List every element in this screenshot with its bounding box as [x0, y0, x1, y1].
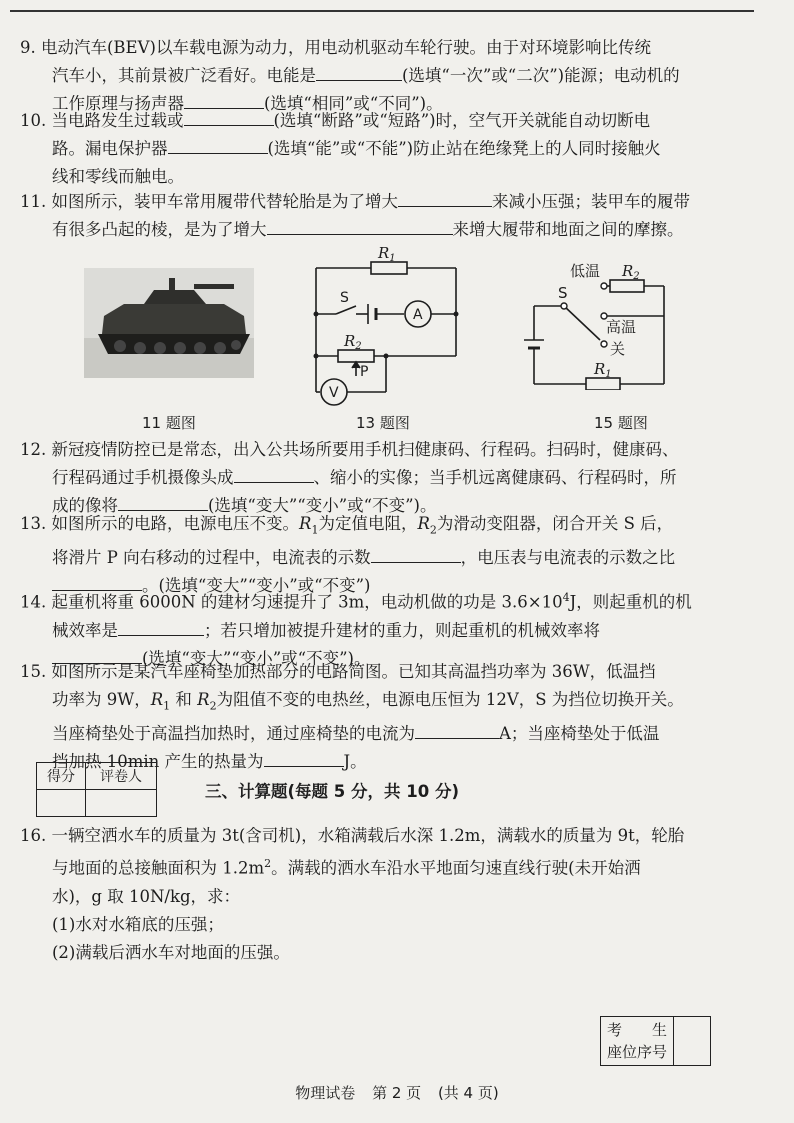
answer-blank[interactable] — [234, 464, 314, 483]
label-r1: $R_1$ — [378, 246, 396, 264]
seat-number-box — [600, 1016, 711, 1066]
label-off: 关 — [610, 340, 626, 358]
answer-blank[interactable] — [415, 720, 499, 739]
score-cell[interactable] — [37, 790, 86, 817]
score-table — [36, 762, 157, 817]
label-low-temp: 低温 — [570, 262, 601, 280]
caption-fig13: 13 题图 — [356, 414, 410, 432]
grader-label: 评卷人 — [86, 763, 157, 790]
armored-vehicle-image — [84, 268, 254, 378]
q10-line2: 路。漏电保护器 (选填“能”或“不能”)防止站在绝缘凳上的人同时接触火 — [20, 135, 754, 163]
answer-blank[interactable] — [398, 188, 492, 207]
q15-line4: 挡加热 10min 产生的热量为 J。 — [20, 748, 754, 776]
label-r2: $R_2$ — [344, 332, 362, 352]
q15-line1: 15. 如图所示是某汽车座椅垫加热部分的电路简图。已知其高温挡功率为 36W，低温挡 — [20, 662, 656, 681]
caption-fig15: 15 题图 — [594, 414, 648, 432]
q15-line3: 当座椅垫处于高温挡加热时，通过座椅垫的电流为 A；当座椅垫处于低温 — [20, 720, 754, 748]
label-high-temp: 高温 — [606, 318, 637, 336]
q14-line3: (选填“变大”“变小”或“不变”)。 — [20, 645, 754, 673]
label-r2: $R_2$ — [622, 262, 640, 282]
question-16 — [20, 822, 754, 967]
label-ammeter: A — [413, 307, 423, 323]
label-s: S — [558, 284, 568, 302]
seat-label: 考 生 座位序号 — [601, 1017, 674, 1066]
label-r1: $R_1$ — [594, 360, 612, 380]
answer-blank[interactable] — [264, 748, 344, 767]
circuit-diagram-13 — [296, 246, 476, 406]
label-s: S — [340, 290, 349, 306]
question-15 — [20, 658, 754, 776]
circuit-diagram-15 — [514, 260, 684, 390]
answer-blank[interactable] — [371, 544, 461, 563]
caption-fig11: 11 题图 — [142, 414, 196, 432]
question-9 — [20, 34, 754, 118]
question-11 — [20, 188, 754, 244]
answer-blank[interactable] — [267, 216, 453, 235]
label-p: P — [360, 364, 369, 380]
answer-blank[interactable] — [168, 135, 268, 154]
q12-line2: 行程码通过手机摄像头成 、缩小的实像；当手机远离健康码、行程码时，所 — [20, 464, 754, 492]
footer-subject: 物理试卷 — [295, 1084, 356, 1102]
q16-line2: 与地面的总接触面积为 $1.2m^2$。满载的洒水车沿水平地面匀速直线行驶(未开始洒 — [52, 857, 641, 878]
q13-line2: 将滑片 P 向右移动的过程中，电流表的示数 ，电压表与电流表的示数之比 — [20, 544, 754, 572]
q15-line2: 功率为 9W，$R_1$ 和 $R_2$为阻值不变的电热丝，电源电压恒为 12V，S 为挡位切换开关。 — [52, 690, 684, 713]
answer-blank[interactable] — [184, 107, 274, 126]
q16-line4: (1)水对水箱底的压强； — [52, 914, 224, 934]
q11-line2: 有很多凸起的棱，是为了增大 来增大履带和地面之间的摩擦。 — [20, 216, 754, 244]
answer-blank[interactable] — [316, 62, 402, 81]
q14-line1: 14. 起重机将重 6000N 的建材匀速提升了 3m，电动机做的功是 $3.6\times 10^4J$，则起重机的机 — [20, 591, 692, 612]
q9-line3: 工作原理与扬声器 (选填“相同”或“不同”)。 — [20, 90, 754, 118]
question-10 — [20, 107, 754, 191]
q12-line1: 12. 新冠疫情防控已是常态，出入公共场所要用手机扫健康码、行程码。扫码时，健康码、 — [20, 440, 679, 459]
q16-line3: 水)，g 取 10N/kg，求： — [52, 886, 241, 906]
answer-blank[interactable] — [118, 492, 208, 511]
footer-total-pages: (共 4 页) — [437, 1084, 499, 1102]
seat-number-field[interactable] — [674, 1017, 711, 1066]
page-footer — [0, 1082, 794, 1103]
q9-line2: 汽车小，其前景被广泛看好。电能是 (选填“一次”或“二次”)能源；电动机的 — [20, 62, 754, 90]
q11-line1: 11. 如图所示，装甲车常用履带代替轮胎是为了增大 来减小压强；装甲车的履带 — [20, 188, 754, 216]
section-title-3: 三、计算题(每题 5 分，共 10 分) — [205, 782, 460, 801]
q10-line1: 10. 当电路发生过载或 (选填“断路”或“短路”)时，空气开关就能自动切断电 — [20, 107, 754, 135]
q14-line2: 械效率是 ；若只增加被提升建材的重力，则起重机的机械效率将 — [20, 617, 754, 645]
score-label: 得分 — [37, 763, 86, 790]
q16-line5: (2)满载后洒水车对地面的压强。 — [52, 942, 290, 962]
label-voltmeter: V — [329, 385, 339, 401]
q13-line1: 13. 如图所示的电路，电源电压不变。$R_1$为定值电阻，$R_2$为滑动变阻器，闭合开关 S 后， — [20, 514, 674, 537]
q9-line1: 9. 电动汽车(BEV)以车载电源为动力，用电动机驱动车轮行驶。由于对环境影响比传统 — [20, 38, 651, 57]
grader-cell[interactable] — [86, 790, 157, 817]
q10-line3: 线和零线而触电。 — [52, 167, 184, 186]
footer-page-number: 第 2 页 — [372, 1084, 422, 1102]
q13-line3: 。(选填“变大”“变小”或“不变”) — [20, 572, 754, 600]
q16-line1: 16. 一辆空洒水车的质量为 3t(含司机)，水箱满载后水深 1.2m，满载水的质量为 9t，轮胎 — [20, 826, 685, 845]
answer-blank[interactable] — [118, 617, 204, 636]
top-rule — [10, 10, 754, 12]
question-12 — [20, 436, 754, 520]
q12-line3: 成的像将 (选填“变大”“变小”或“不变”)。 — [20, 492, 754, 520]
